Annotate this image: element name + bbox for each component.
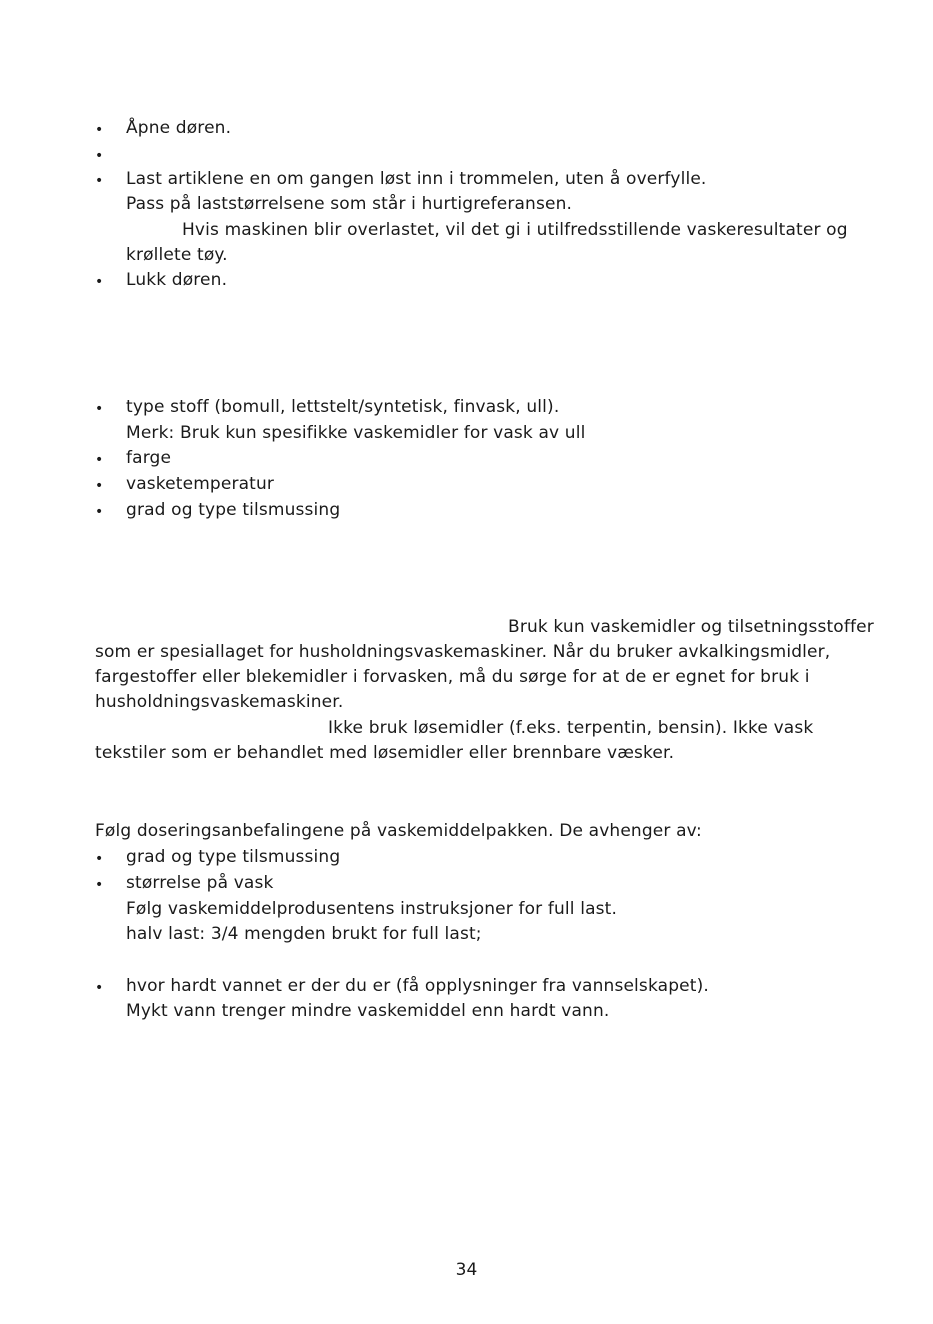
paragraph-line: Følg doseringsanbefalingene på vaskemiddelpakken. De avhenger av:: [95, 821, 702, 841]
note-text: halv last: 3/4 mengden brukt for full last;: [126, 924, 482, 944]
list-item: hvor hardt vannet er der du er (få opplysninger fra vannselskapet).: [126, 976, 709, 996]
note-text: Følg vaskemiddelprodusentens instruksjoner for full last.: [126, 899, 618, 919]
note-text: krøllete tøy.: [126, 245, 228, 265]
note-text: Merk: Bruk kun spesifikke vaskemidler for vask av ull: [126, 423, 586, 443]
bullet-marker: •: [95, 173, 104, 189]
bullet-marker: •: [95, 452, 104, 468]
bullet-marker: •: [95, 504, 104, 520]
bullet-marker: •: [95, 478, 104, 494]
list-item: Lukk døren.: [126, 270, 228, 290]
paragraph-line: husholdningsvaskemaskiner.: [95, 692, 344, 712]
paragraph-line: som er spesiallaget for husholdningsvaskemaskiner. Når du bruker avkalkingsmidler,: [95, 642, 831, 662]
list-item: Last artiklene en om gangen løst inn i trommelen, uten å overfylle.: [126, 169, 707, 189]
bullet-marker: •: [95, 877, 104, 893]
note-text: Pass på laststørrelsene som står i hurtigreferansen.: [126, 194, 573, 214]
list-item: grad og type tilsmussing: [126, 500, 341, 520]
list-item: grad og type tilsmussing: [126, 847, 341, 867]
bullet-marker: •: [95, 274, 104, 290]
list-item: Åpne døren.: [126, 118, 232, 138]
list-item: type stoff (bomull, lettstelt/syntetisk, finvask, ull).: [126, 397, 560, 417]
note-text: Mykt vann trenger mindre vaskemiddel enn hardt vann.: [126, 1001, 610, 1021]
paragraph-line: tekstiler som er behandlet med løsemidler eller brennbare væsker.: [95, 743, 675, 763]
list-item: størrelse på vask: [126, 873, 274, 893]
paragraph-line: Bruk kun vaskemidler og tilsetningsstoffer: [508, 617, 874, 637]
note-text: Hvis maskinen blir overlastet, vil det gi i utilfredsstillende vaskeresultater og: [182, 220, 848, 240]
paragraph-line: fargestoffer eller blekemidler i forvasken, må du sørge for at de er egnet for bruk i: [95, 667, 810, 687]
bullet-marker: •: [95, 980, 104, 996]
page-number: 34: [455, 1260, 478, 1280]
paragraph-line: Ikke bruk løsemidler (f.eks. terpentin, bensin). Ikke vask: [328, 718, 814, 738]
bullet-marker: •: [95, 401, 104, 417]
list-item: vasketemperatur: [126, 474, 275, 494]
bullet-marker: •: [95, 148, 104, 164]
bullet-marker: •: [95, 851, 104, 867]
list-item: farge: [126, 448, 172, 468]
bullet-marker: •: [95, 122, 104, 138]
